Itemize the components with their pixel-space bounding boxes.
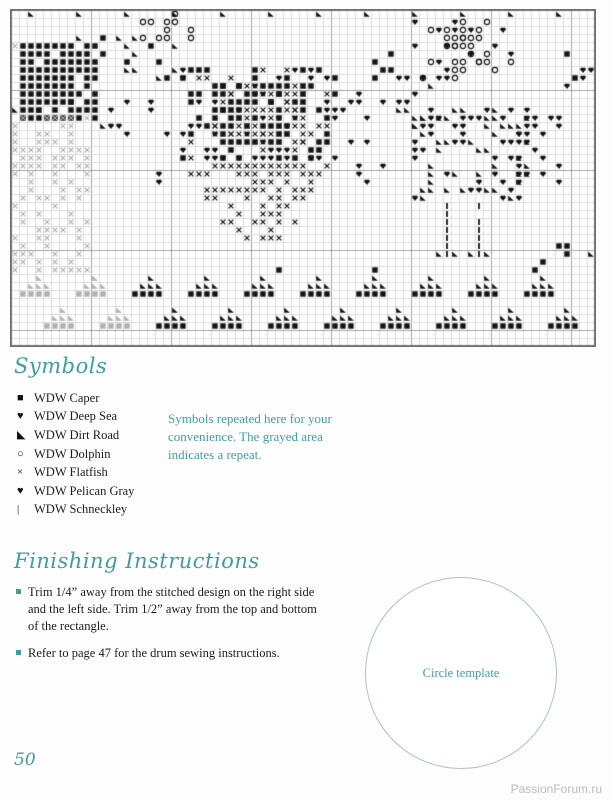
legend-item — [17, 482, 134, 501]
circle-symbol-icon: ○ — [17, 447, 24, 460]
instruction-text: Trim 1/4” away from the stitched design on the right side and the left side. Trim 1/2” away from the top and bottom of the rectangle. — [28, 585, 317, 633]
finishing-heading: Finishing Instructions — [14, 549, 260, 573]
instruction-text: Refer to page 47 for the drum sewing instructions. — [28, 645, 280, 660]
square-symbol-icon: ■ — [17, 391, 24, 404]
legend-label: WDW Deep Sea — [34, 409, 118, 424]
heart-symbol-icon: ♥ — [17, 410, 24, 423]
legend-label: WDW Schneckley — [34, 502, 128, 517]
legend-item — [17, 408, 134, 427]
instruction-item — [16, 584, 328, 635]
symbols-heading: Symbols — [14, 354, 108, 378]
cross-stitch-chart-frame — [10, 9, 596, 347]
legend-label: WDW Dolphin — [34, 446, 111, 461]
circle-template — [365, 577, 557, 769]
repeat-note: Symbols repeated here for your convenience. The grayed area indicates a repeat. — [168, 411, 332, 463]
bar-symbol-icon: | — [17, 503, 20, 516]
symbol-legend — [17, 389, 134, 519]
circle-template-label: Circle template — [422, 665, 500, 680]
x-symbol-icon: × — [17, 466, 24, 479]
watermark: PassionForum.ru — [510, 782, 602, 796]
legend-item — [17, 426, 134, 445]
legend-item — [17, 445, 134, 464]
bullet-square-icon — [16, 589, 21, 594]
page-number: 50 — [14, 750, 36, 770]
triangle-symbol-icon: ◣ — [17, 428, 26, 441]
legend-label: WDW Pelican Gray — [34, 483, 135, 498]
legend-label: WDW Caper — [34, 390, 100, 405]
bullet-square-icon — [16, 650, 21, 655]
legend-item — [17, 501, 134, 520]
instruction-item — [16, 645, 328, 662]
legend-item — [17, 463, 134, 482]
cross-stitch-chart — [11, 10, 595, 346]
legend-item — [17, 389, 134, 408]
legend-label: WDW Flatfish — [34, 465, 108, 480]
wide-heart-symbol-icon: ♥ — [17, 484, 24, 497]
finishing-instructions — [16, 584, 328, 672]
legend-label: WDW Dirt Road — [34, 427, 120, 442]
